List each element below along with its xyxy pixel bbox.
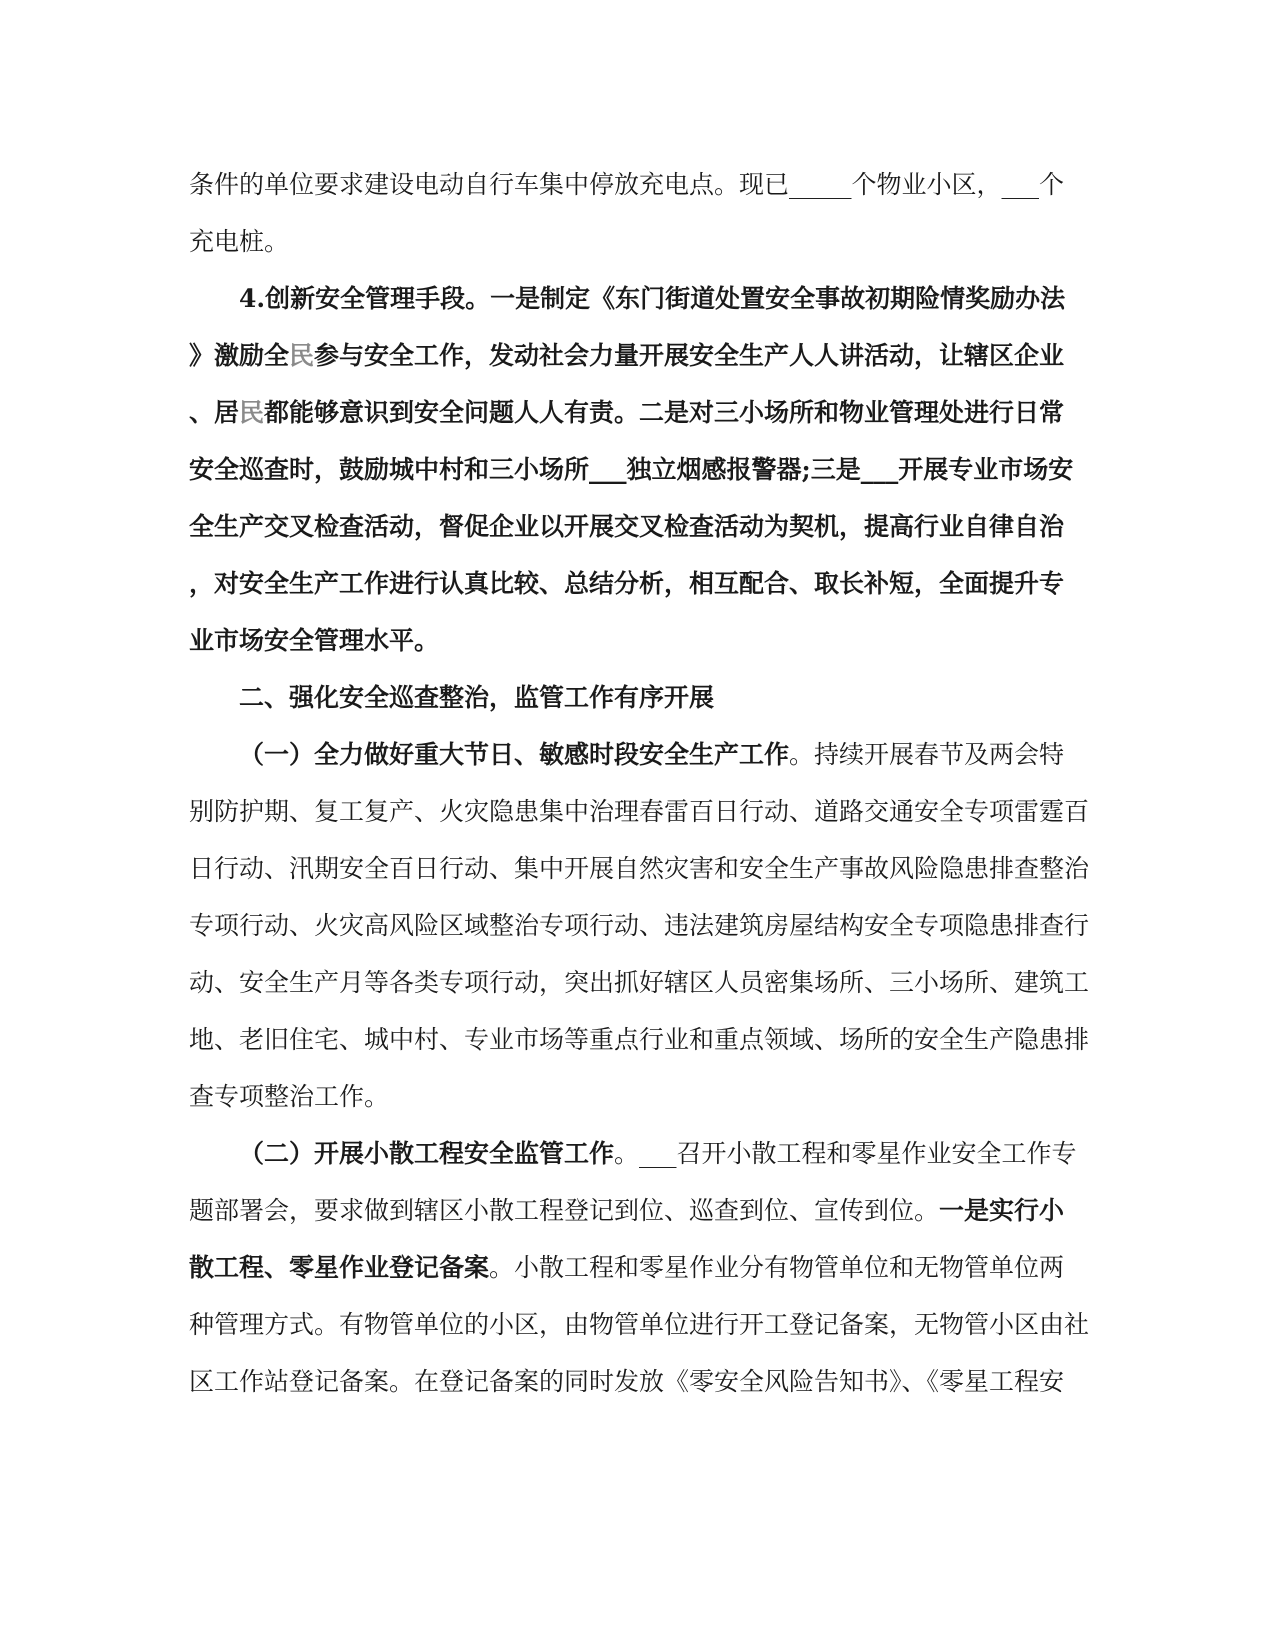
text-segment: 。小散工程和零星作业分有物管单位和无物管单位两 [489, 1253, 1065, 1282]
paragraph-line: 充电桩。 [189, 227, 290, 256]
text-segment: 民 [289, 341, 315, 370]
text-segment: （二）开展小散工程安全监管工作 [239, 1139, 615, 1168]
paragraph-line [189, 1251, 1064, 1285]
text-segment: 。持续开展春节及两会特 [789, 740, 1065, 769]
paragraph-line: 业市场安全管理水平。 [189, 626, 440, 655]
paragraph-line: 区工作站登记备案。在登记备案的同时发放《零安全风险告知书》、《零星工程安 [189, 1367, 1065, 1396]
paragraph-line: 查专项整治工作。 [189, 1082, 390, 1111]
paragraph-line: 全生产交叉检查活动，督促企业以开展交叉检查活动为契机，提高行业自律自治 [189, 512, 1065, 541]
paragraph-line: 专项行动、火灾高风险区域整治专项行动、违法建筑房屋结构安全专项隐患排查行 [189, 911, 1090, 940]
text-segment: 参与安全工作，发动社会力量开展安全生产人人讲活动，让辖区企业 [314, 341, 1065, 370]
paragraph-line: 条件的单位要求建设电动自行车集中停放充电点。现已_____个物业小区，___个 [189, 170, 1065, 199]
paragraph-line: 动、安全生产月等各类专项行动，突出抓好辖区人员密集场所、三小场所、建筑工 [189, 968, 1090, 997]
paragraph-line: 4.创新安全管理手段。一是制定《东门街道处置安全事故初期险情奖励办法 [239, 284, 1066, 313]
section-heading: 二、强化安全巡查整治，监管工作有序开展 [239, 683, 715, 712]
text-segment: 题部署会，要求做到辖区小散工程登记到位、巡查到位、宣传到位。 [189, 1196, 940, 1225]
paragraph-line: ，对安全生产工作进行认真比较、总结分析，相互配合、取长补短，全面提升专 [189, 569, 1065, 598]
paragraph-line: 种管理方式。有物管单位的小区，由物管单位进行开工登记备案，无物管小区由社 [189, 1310, 1090, 1339]
text-segment: 都能够意识到安全问题人人有责。二是对三小场所和物业管理处进行日常 [264, 398, 1065, 427]
paragraph-line: 安全巡查时，鼓励城中村和三小场所___独立烟感报警器;三是___开展专业市场安 [189, 455, 1074, 484]
paragraph-line: 日行动、汛期安全百日行动、集中开展自然灾害和安全生产事故风险隐患排查整治 [189, 854, 1090, 883]
paragraph-line [189, 1194, 1064, 1228]
paragraph-line: 别防护期、复工复产、火灾隐患集中治理春雷百日行动、道路交通安全专项雷霆百 [189, 797, 1090, 826]
text-segment: 。___召开小散工程和零星作业安全工作专 [614, 1139, 1077, 1168]
paragraph-line [189, 339, 1064, 373]
paragraph-line [239, 738, 1064, 772]
text-segment: 一是实行小 [939, 1196, 1065, 1225]
paragraph-line: 地、老旧住宅、城中村、专业市场等重点行业和重点领域、场所的安全生产隐患排 [189, 1025, 1090, 1054]
text-segment: （一）全力做好重大节日、敏感时段安全生产工作 [239, 740, 790, 769]
text-segment: 、居 [189, 398, 240, 427]
text-segment: 》激励全 [189, 341, 290, 370]
paragraph-line [189, 396, 1064, 430]
text-segment: 散工程、零星作业登记备案 [189, 1253, 490, 1282]
paragraph-line [239, 1137, 1077, 1171]
text-segment: 民 [239, 398, 265, 427]
